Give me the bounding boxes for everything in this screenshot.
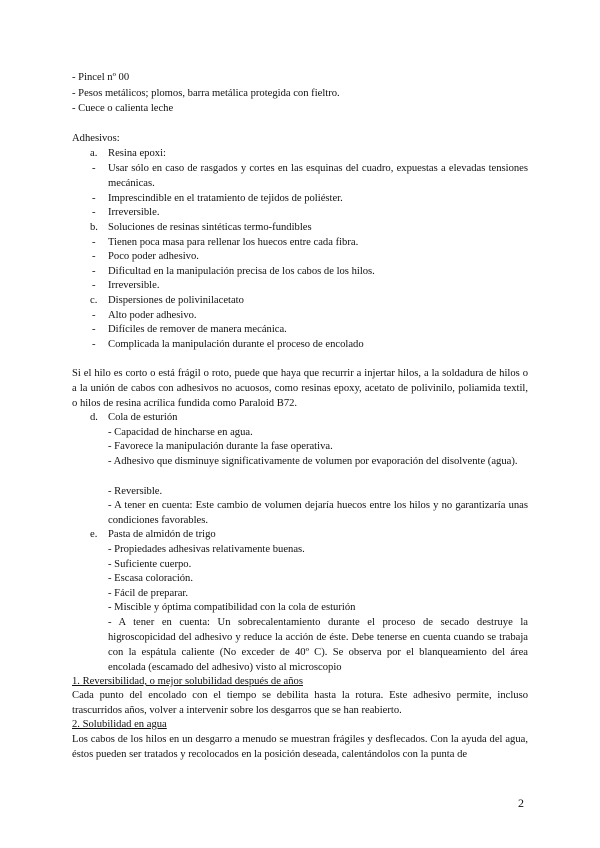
list-item: Poco poder adhesivo. bbox=[108, 251, 199, 262]
list-item: Tienen poca masa para rellenar los huecos entre cada fibra. bbox=[108, 237, 359, 248]
sub-item: - Fácil de preparar. bbox=[108, 588, 189, 599]
paragraph: Los cabos de los hilos en un desgarro a menudo se muestran frágiles y desflecados. Con la ayuda del agua, éstos pueden ser tratados y recolocados en la posición deseada, calentándolos con la punta de bbox=[72, 734, 528, 760]
sub-item: - Capacidad de hincharse en agua. bbox=[108, 427, 253, 438]
list-item: Dificultad en la manipulación precisa de los cabos de los hilos. bbox=[108, 266, 375, 277]
list-item: Complicada la manipulación durante el proceso de encolado bbox=[108, 339, 364, 350]
sub-item: - A tener en cuenta: Este cambio de volumen dejaría huecos entre los hilos y no garantizaría unas condiciones favorables. bbox=[108, 500, 528, 526]
list-marker: - bbox=[92, 251, 96, 262]
sub-item: - Adhesivo que disminuye significativamente de volumen por evaporación del disolvente (agua). bbox=[108, 456, 518, 467]
sub-item: - Suficiente cuerpo. bbox=[108, 559, 192, 570]
list-item: Dispersiones de polivinilacetato bbox=[108, 295, 244, 306]
intro-line: - Pincel nº 00 bbox=[72, 72, 130, 83]
sub-item: - Escasa coloración. bbox=[108, 573, 194, 584]
sub-item: - Reversible. bbox=[108, 486, 163, 497]
sub-item: - Miscible y óptima compatibilidad con la cola de esturión bbox=[108, 602, 356, 613]
list-item: Difíciles de remover de manera mecánica. bbox=[108, 324, 287, 335]
list-item: Irreversible. bbox=[108, 280, 160, 291]
list-item: Resina epoxi: bbox=[108, 148, 166, 159]
list-item: Irreversible. bbox=[108, 207, 160, 218]
list-marker: - bbox=[92, 193, 96, 204]
paragraph: Cada punto del encolado con el tiempo se debilita hasta la rotura. Este adhesivo permite, incluso trascurridos años, volver a intervenir sobre los desgarros que se han reabierto. bbox=[72, 690, 528, 716]
list-item: Usar sólo en caso de rasgados y cortes en las esquinas del cuadro, expuestas a elevadas tensiones mecánicas. bbox=[108, 163, 528, 189]
page-number: 2 bbox=[518, 796, 524, 810]
list-marker: - bbox=[92, 237, 96, 248]
list-marker: - bbox=[92, 339, 96, 350]
list-item-title: Pasta de almidón de trigo bbox=[108, 529, 216, 540]
intro-line: - Pesos metálicos; plomos, barra metálica protegida con fieltro. bbox=[72, 88, 340, 99]
paragraph: Si el hilo es corto o está frágil o roto, puede que haya que recurrir a injertar hilos, a la soldadura de hilos o a la unión de cabos con adhesivos no acuosos, como resinas epoxy, acetato de polivinilo, poliamida textil, o hilos de resina acrílica fundida como Paraloid B72. bbox=[72, 368, 528, 409]
section-heading: 2. Solubilidad en agua bbox=[72, 719, 167, 730]
list-marker: - bbox=[92, 310, 96, 321]
list-item: Imprescindible en el tratamiento de tejidos de poliéster. bbox=[108, 193, 343, 204]
list-marker: - bbox=[92, 163, 96, 174]
list-marker: a. bbox=[90, 148, 98, 159]
list-marker: - bbox=[92, 266, 96, 277]
adhesivos-heading: Adhesivos: bbox=[72, 133, 120, 144]
sub-item: - Favorece la manipulación durante la fase operativa. bbox=[108, 441, 333, 452]
list-marker: b. bbox=[90, 222, 98, 233]
list-item: Soluciones de resinas sintéticas termo-fundibles bbox=[108, 222, 312, 233]
section-heading: 1. Reversibilidad, o mejor solubilidad después de años bbox=[72, 676, 303, 687]
sub-item: - Propiedades adhesivas relativamente buenas. bbox=[108, 544, 305, 555]
list-marker: e. bbox=[90, 529, 98, 540]
list-item: Alto poder adhesivo. bbox=[108, 310, 197, 321]
list-marker: - bbox=[92, 207, 96, 218]
intro-line: - Cuece o calienta leche bbox=[72, 103, 174, 114]
list-marker: - bbox=[92, 280, 96, 291]
sub-item: - A tener en cuenta: Un sobrecalentamiento durante el proceso de secado destruye la higroscopicidad del adhesivo y reduce la acción de éste. Debe tenerse en cuenta cuando se trabaja con la espátula caliente (No exceder de 40º C). Se observa por el blanqueamiento del área encolada (escamado del adhesivo) visto al microscopio bbox=[108, 617, 528, 673]
list-marker: - bbox=[92, 324, 96, 335]
list-marker: d. bbox=[90, 412, 98, 423]
list-item-title: Cola de esturión bbox=[108, 412, 178, 423]
list-marker: c. bbox=[90, 295, 98, 306]
